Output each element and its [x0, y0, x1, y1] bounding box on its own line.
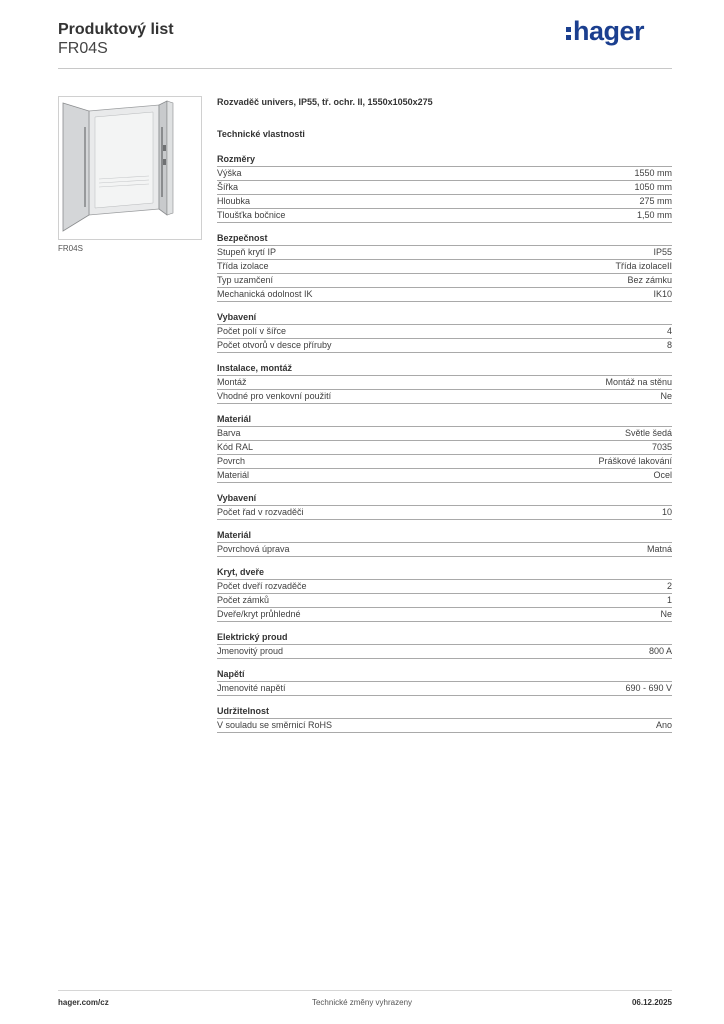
- spec-section: [217, 153, 672, 223]
- section-title: Bezpečnost: [217, 233, 268, 243]
- section-title: Vybavení: [217, 312, 257, 322]
- spec-label: Třída izolace: [217, 261, 269, 271]
- spec-row: [217, 593, 672, 607]
- spec-label: Počet zámků: [217, 595, 270, 605]
- spec-value: 8: [666, 340, 672, 350]
- spec-row: [217, 718, 672, 733]
- spec-value: 1,50 mm: [636, 210, 672, 220]
- tech-specs-heading: Technické vlastnosti: [217, 129, 305, 139]
- spec-row: [217, 273, 672, 287]
- footer-notice: Technické změny vyhrazeny: [311, 998, 413, 1007]
- spec-section: [217, 413, 672, 483]
- spec-label: Dveře/kryt průhledné: [217, 609, 301, 619]
- section-title: Napětí: [217, 669, 245, 679]
- spec-label: Výška: [217, 168, 242, 178]
- spec-row: [217, 324, 672, 338]
- spec-value: Ne: [660, 609, 672, 619]
- spec-row: [217, 389, 672, 404]
- spec-value: Montáž na stěnu: [605, 377, 672, 387]
- spec-label: Mechanická odolnost IK: [217, 289, 313, 299]
- spec-row: [217, 166, 672, 180]
- logo-text: hager: [573, 16, 645, 46]
- spec-value: IP55: [653, 247, 672, 257]
- spec-row: [217, 440, 672, 454]
- hager-logo: [566, 16, 644, 47]
- section-title: Vybavení: [217, 493, 257, 503]
- spec-label: Kód RAL: [217, 442, 254, 452]
- product-description: Rozvaděč univers, IP55, tř. ochr. II, 1550x1050x275: [217, 97, 433, 107]
- spec-value: Světle šedá: [624, 428, 672, 438]
- spec-label: Barva: [217, 428, 241, 438]
- spec-value: IK10: [653, 289, 672, 299]
- spec-value: Ocel: [653, 470, 672, 480]
- spec-label: Povrchová úprava: [217, 544, 290, 554]
- spec-section: [217, 705, 672, 733]
- footer-date: 06.12.2025: [631, 998, 672, 1007]
- section-title: Instalace, montáž: [217, 363, 293, 373]
- footer-divider: [58, 990, 672, 991]
- spec-label: Vhodné pro venkovní použití: [217, 391, 332, 401]
- spec-row: [217, 259, 672, 273]
- spec-label: Povrch: [217, 456, 246, 466]
- spec-label: Hloubka: [217, 196, 251, 206]
- spec-row: [217, 245, 672, 259]
- spec-label: Počet polí v šířce: [217, 326, 287, 336]
- logo-dots-icon: [566, 23, 571, 41]
- section-title: Rozměry: [217, 154, 256, 164]
- section-title: Elektrický proud: [217, 632, 288, 642]
- product-details: [217, 96, 672, 733]
- spec-label: Počet otvorů v desce příruby: [217, 340, 332, 350]
- spec-value: 1050 mm: [634, 182, 672, 192]
- spec-row: [217, 454, 672, 468]
- spec-section: [217, 529, 672, 557]
- spec-row: [217, 287, 672, 302]
- spec-section: [217, 362, 672, 404]
- spec-value: Ano: [655, 720, 672, 730]
- spec-row: [217, 375, 672, 389]
- spec-label: Typ uzamčení: [217, 275, 274, 285]
- spec-value: Ne: [660, 391, 672, 401]
- spec-row: [217, 208, 672, 223]
- spec-value: Bez zámku: [627, 275, 672, 285]
- spec-row: [217, 644, 672, 659]
- spec-value: 2: [666, 581, 672, 591]
- spec-value: 10: [661, 507, 672, 517]
- spec-section: [217, 566, 672, 622]
- spec-value: Práškové lakování: [598, 456, 672, 466]
- spec-label: Jmenovité napětí: [217, 683, 286, 693]
- spec-value: 690 - 690 V: [625, 683, 672, 693]
- spec-label: Stupeň krytí IP: [217, 247, 277, 257]
- spec-row: [217, 505, 672, 520]
- spec-value: 275 mm: [639, 196, 672, 206]
- spec-row: [217, 579, 672, 593]
- spec-row: [217, 338, 672, 353]
- page-title: Produktový list: [58, 21, 174, 38]
- spec-label: Materiál: [217, 470, 250, 480]
- spec-value: Matná: [646, 544, 672, 554]
- section-title: Kryt, dveře: [217, 567, 265, 577]
- spec-label: V souladu se směrnicí RoHS: [217, 720, 333, 730]
- spec-row: [217, 542, 672, 557]
- spec-row: [217, 194, 672, 208]
- spec-section: [217, 232, 672, 302]
- spec-value: Třída izolaceII: [615, 261, 672, 271]
- product-code: FR04S: [58, 40, 108, 57]
- spec-section: [217, 311, 672, 353]
- footer-website[interactable]: hager.com/cz: [58, 998, 109, 1007]
- image-caption: FR04S: [58, 244, 83, 253]
- spec-value: 1: [666, 595, 672, 605]
- spec-section: [217, 668, 672, 696]
- spec-section: [217, 631, 672, 659]
- product-image: [58, 96, 202, 240]
- spec-row: [217, 468, 672, 483]
- spec-section: [217, 492, 672, 520]
- section-title: Materiál: [217, 414, 252, 424]
- spec-label: Počet řad v rozvaděči: [217, 507, 304, 517]
- section-title: Materiál: [217, 530, 252, 540]
- spec-label: Tloušťka bočnice: [217, 210, 286, 220]
- spec-value: 7035: [651, 442, 672, 452]
- cabinet-illustration-icon: [59, 97, 201, 239]
- section-title: Udržitelnost: [217, 706, 270, 716]
- spec-label: Jmenovitý proud: [217, 646, 284, 656]
- spec-label: Montáž: [217, 377, 247, 387]
- spec-row: [217, 426, 672, 440]
- spec-sections: [217, 153, 672, 733]
- spec-row: [217, 681, 672, 696]
- spec-label: Šířka: [217, 182, 239, 192]
- spec-label: Počet dveří rozvaděče: [217, 581, 307, 591]
- spec-value: 4: [666, 326, 672, 336]
- spec-row: [217, 607, 672, 622]
- spec-value: 1550 mm: [634, 168, 672, 178]
- header-divider: [58, 68, 672, 69]
- spec-value: 800 A: [648, 646, 672, 656]
- spec-row: [217, 180, 672, 194]
